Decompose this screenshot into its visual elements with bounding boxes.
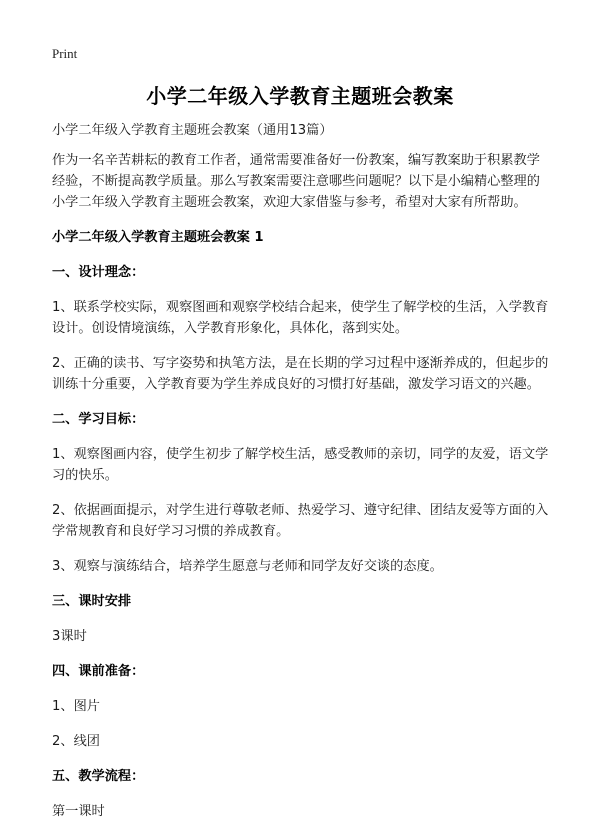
heading-class-hours: 三、课时安排 xyxy=(52,594,132,609)
paragraph-class-hours: 3课时 xyxy=(52,629,87,644)
page-title: 小学二年级入学教育主题班会教案 xyxy=(146,84,454,108)
paragraph-first-lesson: 第一课时 xyxy=(52,804,105,819)
intro-paragraph: 作为一名辛苦耕耘的教育工作者，通常需要准备好一份教案，编写教案助于积累教学经验，不断提高教学质量。那么写教案需要注意哪些问题呢？以下是小编精心整理的小学二年级入学教育主题班会教案，欢迎大家借鉴与参考，希望对大家有所帮助。 xyxy=(52,153,540,210)
heading-learning-goals: 二、学习目标： xyxy=(52,412,145,427)
heading-teaching-process: 五、教学流程： xyxy=(52,769,145,784)
paragraph-goal-1: 1、观察图画内容，使学生初步了解学校生活，感受教师的亲切，同学的友爱，语文学习的快乐。 xyxy=(52,447,549,483)
paragraph-concept-2: 2、正确的读书、写字姿势和执笔方法，是在长期的学习过程中逐渐养成的，但起步的训练十分重要，入学教育要为学生养成良好的习惯打好基础，激发学习语文的兴趣。 xyxy=(52,356,549,392)
paragraph-concept-1: 1、联系学校实际，观察图画和观察学校结合起来，使学生了解学校的生活，入学教育设计。创设情境演练，入学教育形象化，具体化，落到实处。 xyxy=(52,300,549,336)
document-body xyxy=(52,120,552,836)
heading-preparation: 四、课前准备： xyxy=(52,664,145,679)
paragraph-goal-2: 2、依据画面提示，对学生进行尊敬老师、热爱学习、遵守纪律、团结友爱等方面的入学常规教育和良好学习习惯的养成教育。 xyxy=(52,503,549,539)
paragraph-goal-3: 3、观察与演练结合，培养学生愿意与老师和同学友好交谈的态度。 xyxy=(52,559,443,574)
section-title: 小学二年级入学教育主题班会教案 1 xyxy=(52,230,264,245)
print-link[interactable]: Print xyxy=(52,46,78,61)
paragraph-prep-1: 1、图片 xyxy=(52,699,100,714)
paragraph-prep-2: 2、线团 xyxy=(52,734,100,749)
heading-design-concept: 一、设计理念： xyxy=(52,265,145,280)
document-subtitle: 小学二年级入学教育主题班会教案（通用13篇） xyxy=(52,123,333,138)
